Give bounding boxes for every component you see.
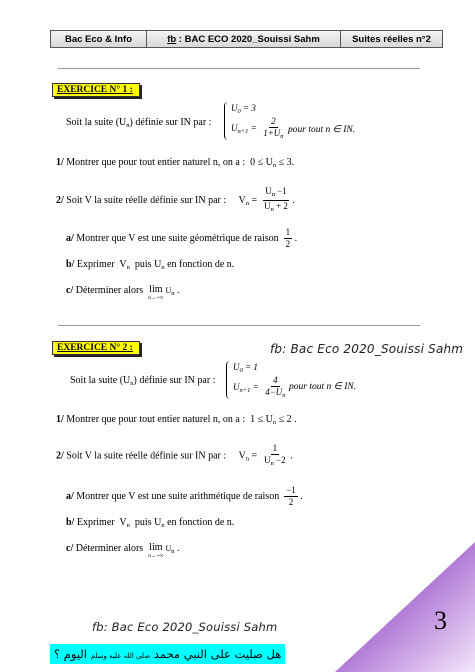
- arabic-footer-line: هل صليت على النبي محمد صلى الله عليه وسلم اليوم ؟: [50, 644, 285, 664]
- ex1-system-brace: [224, 102, 228, 140]
- header-center: [147, 31, 341, 47]
- header-center-text: : BAC ECO 2020_Souissi Sahm: [176, 33, 320, 45]
- ex1-question-c: c/ Déterminer alors lim n→+∞ $U_n$ .: [66, 284, 180, 301]
- footer-watermark: fb: Bac Eco 2020_Souissi Sahm: [92, 620, 278, 634]
- ex2-system-line2: $U_{n+1}$ = $\frac{4}{4-U_n}$: [233, 375, 286, 399]
- ex2-system-brace: [226, 361, 230, 399]
- ex2-intro: Soit la suite $(U_n)$ définie sur IN par :: [70, 375, 216, 387]
- ex2-system-condition: pour tout n ∈ IN.: [289, 382, 357, 392]
- corner-decoration: [335, 542, 475, 672]
- ex2-question-2: 2/ Soit V la suite réelle définie sur IN par : $V_n$ = $\frac{1}{U_n -2}$ .: [56, 443, 293, 467]
- page-header: [50, 30, 443, 48]
- header-right: Suites réelles n°2: [352, 33, 431, 45]
- exercise-2-label: EXERCICE N° 2 :: [52, 341, 140, 355]
- ex2-question-b: b/ Exprimer $V_n$ puis $U_n$ en fonction de n.: [66, 517, 235, 529]
- ex1-intro: Soit la suite $(U_n)$ définie sur IN par :: [66, 117, 212, 129]
- ex2-system-line1: $U_0 = 1$: [233, 362, 258, 374]
- ex1-system-line2: $U_{n+1}$ = $\frac{2}{1+U_n}$: [231, 116, 284, 140]
- ex2-question-1: 1/ Montrer que pour tout entier naturel n, on a : $1 \le U_n \le 2$ .: [56, 414, 297, 426]
- separator-top: [58, 68, 420, 69]
- header-fb: fb: [167, 33, 177, 45]
- ex1-question-b: b/ Exprimer $V_n$ puis $U_n$ en fonction de n.: [66, 259, 235, 271]
- ex1-question-1: 1/ Montrer que pour tout entier naturel n, on a : $0 \le U_n \le 3$.: [56, 157, 295, 169]
- page-number: 3: [434, 606, 447, 635]
- ex1-question-2: 2/ Soit V la suite réelle définie sur IN par : $V_n$ = $\frac{U_n -1}{U_n + 2}$ .: [56, 186, 295, 213]
- ex2-question-c: c/ Déterminer alors lim n→+∞ $U_n$ .: [66, 542, 180, 559]
- ex1-system-condition: pour tout n ∈ IN.: [288, 125, 356, 135]
- ex1-question-a: a/ Montrer que V est une suite géométrique de raison $\frac{1}{2}$ .: [66, 227, 298, 249]
- watermark-handwritten: fb: Bac Eco 2020_Souissi Sahm: [270, 342, 464, 356]
- exercise-1-label: EXERCICE N° 1 :: [52, 83, 140, 97]
- header-left: Bac Eco & Info: [51, 31, 147, 47]
- separator-middle: [58, 325, 420, 326]
- ex2-question-a: a/ Montrer que V est une suite arithmétique de raison $\frac{-1}{2}$ .: [66, 485, 303, 507]
- ex1-system-line1: $U_0 = 3$: [231, 103, 256, 115]
